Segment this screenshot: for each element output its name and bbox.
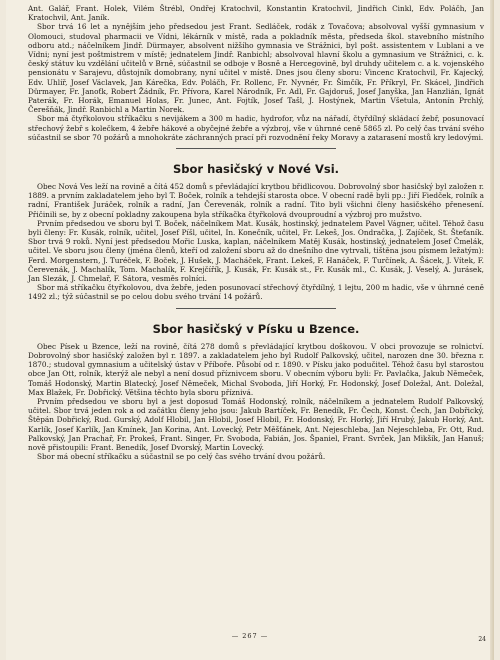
nova-ves-paragraph-2: Prvním předsedou ve sboru byl T. Boček, náčelníkem Mat. Kusák, hostinský, jednatelem Pavel Vágner, učitel. Téhož času byli členy: Fr. Kusák, rolník, učitel, Josef Píšl, učitel, In. Konečník, učitel, Fr. Lekeš, Jos. Ondračka, J. Zajíček, St. Šteťaník. Sbor trvá 9 roků. Nyní jest předsedou Mořic Luska, kaplan, náčelníkem Matěj Kusák, hostinský, jednatelem Josef Čmelák, učitel. Ve sboru jsou členy (jména členů, kteří od založení sboru až do dnešního dne vytrvali, tištěna jsou písmem ležatým): Ferd. Morgenstern, J. Turéček, F. Boček, J. Hušek, J. Macháček, Frant. Lekeš, F. Hanáček, F. Turčínek, A. Šácek, J. Vítek, F. Čerevenák, J. Machalík, Tom. Machalík, F. Krejčířík, J. Kusák, Fr. Kusák st., Fr. Kusák ml., C. Kusák, J. Veselý, A. Jurásek, Jan Slezák, J. Chmelař, F. Sátora, vesměs rolníci.	[28, 218, 484, 284]
pisek-paragraph-3: Sbor má obecní stříkačku a súčastnil se po celý čas svého trvání dvou požárů.	[37, 452, 326, 462]
page-text	[28, 4, 484, 461]
pisek-paragraph-1: Obec Písek u Bzence, leží na rovině, čítá 278 domů s převládající krytbou doškovou. V obci provozuje se rolnictví. Dobrovolný sbor hasičský založen byl r. 1897. a zakladatelem jeho byl Rudolf Palkovský, učitel, narozen dne 30. března r. 1870.; studoval gymnasium a učitelský ústav v Příboře. Působí od r. 1890. v Písku jako podučitel. Téhož času byl starostou obce Jan Ott, rolník, kterýž ale nebyl a není dosud příznivcem sboru. V obecním výboru byli: Fr. Pavlačka, Jakub Němeček, Tomáš Hodonský, Martin Blatecký, Josef Němeček, Michal Svoboda, Jiří Horký, Fr. Hodonský, Josef Doležal, Ant. Doležal, Max Blažek, Fr. Dobřický. Většina těchto byla sboru příznivá.	[28, 341, 484, 397]
page-spine	[490, 0, 494, 660]
nova-ves-paragraph-1: Obec Nová Ves leží na rovině a čítá 452 domů s převládající krytbou břidlicovou. Dobrovolný sbor hasičský byl založen r. 1889. a prvním zakladatelem jeho byl T. Boček, rolník a tehdejší starosta obce. V obecní radě byli pp.: Jiří Fiedček, rolník a radní, František Juráček, rolník a radní, Jan Čerevenák, rolník a radní. Tito byli všichni členy hasičského přenesení. Přičinili se, by z obecní pokladny zakoupena byla stříkačka čtyřkolová dvouproudní a výzbroj pro mužstvo.	[28, 182, 484, 219]
section-divider	[176, 308, 336, 309]
intro-paragraph-1: Ant. Galář, Frant. Holek, Vilém Štrébl, Ondřej Kratochvil, Konstantin Kratochvil, Jindřich Cinkl, Edv. Poláčh, Jan Kratochvil, Ant. Janík.	[28, 4, 484, 23]
pisek-paragraph-2: Prvním předsedou ve sboru byl a jest doposud Tomáš Hodonský, rolník, náčelníkem a jednatelem Rudolf Palkovský, učitel. Sbor trvá jeden rok a od začátku členy jeho jsou: Jakub Bartíček, Fr. Benedík, Fr. Čech, Konst. Čech, Jan Dobřický, Štěpán Dobřický, Rud. Gurský, Adolf Hlobil, Jan Hlobil, Josef Hlobil, Fr. Hodonský, Fr. Horký, Jiří Hrubý, Jakub Horký, Ant. Karlík, Josef Karlík, Jan Kmínek, Jan Korina, Ant. Lovecký, Petr Měšťánek, Ant. Nejeschleba, Jan Nejeschleba, Fr. Ott, Rud. Palkovský, Jan Prachař, Fr. Prokeš, Frant. Singer, Fr. Svoboda, Fabián, Jos. Španiel, Frant. Svrček, Jan Mikšík, Jan Hanuš; nově přistoupili: Frant. Benedík, Josef Dvorský, Martin Lovecký.	[28, 396, 484, 452]
section-divider	[176, 148, 336, 149]
page-number: — 267 —	[231, 632, 269, 640]
nova-ves-paragraph-3: Sbor má stříkačku čtyřkolovou, dva žebře, jeden posunovací střechový čtyřdílný, 1 lejtu, 200 m hadic, vše v úhrnné ceně 1492 zl.; týž súčastnil se po celou dobu svého trvání 14 požárů.	[28, 283, 484, 302]
intro-paragraph-2: Sbor trvá 16 let a nynějším jeho předsedou jest Frant. Sedláček, rodák z Tovačova; absolvoval vyšší gymnasium v Olomouci, studoval pharmacii ve Vídni, lékárník v místě, rada a pokladník města, předseda škol. stavebního místního odboru atd.; náčelníkem Jindř. Dürmayer, absolvent nižšího gymnasia ve Strážnici, byl pošt. assistentem v Lublani a ve Vídni; nyní jest poštmistrem v místě; jednatelem Jindř. Ranbichl; absolvoval hlavní školu a gymnasium ve Strážnici, c. k. český státuv ku vzdělání učitelů v Brně, súčastnil se odboje v Bosně a Hercegovině, byl druhdy učitelem c. a k. vojenského pensionátu v Sarajevu, důstojník domobrany, nyní učitel v místě. Dnes jsou členy sboru: Vincenc Kratochvil, Fr. Kajecký, Edv. Uhlíř, Josef Václavek, Jan Kárečka, Edv. Poláčh, Fr. Rollenc, Fr. Nyvnér, Fr. Šimčík, Fr. Příkryl, Fr. Skácel, Jindřich Dürmayer, Fr. Janoťk, Robert Žádník, Fr. Přívora, Karel Národník, Fr. Adl, Fr. Gajdoruš, Josef Janyška, Jan Hanzlián, Ignát Paterák, Fr. Horák, Emanuel Holas, Fr. Junec, Ant. Fojtík, Josef Tašl, J. Hostýnek, Martin Všetula, Antonín Prchlý, Čerešňák, Jindř. Ranbichl a Martin Norek.	[28, 22, 484, 115]
document-page	[6, 0, 490, 660]
section-heading-nova-ves: Sbor hasičský v Nové Vsi.	[172, 162, 339, 177]
section-heading-pisek: Sbor hasičský v Písku u Bzence.	[152, 321, 360, 336]
printer-signature-mark: 24	[478, 636, 486, 643]
intro-paragraph-3: Sbor má čtyřkolovou stříkačku s nevijákem a 300 m hadic, hydrofor, vůz na nářadí, čtyřdílný skládací žebř, posunovací střechový žebř s kolečkem, 4 žebře hákové a obyčejné žebře a výzbroj, vše v úhrnné ceně 5865 zl. Po celý čas trvání svého súčastnil se sbor 70 požárů a mnohokráte záchranných prací při rozvodnění řeky Moravy a zatarasení mostů kry ledovými.	[28, 114, 484, 142]
